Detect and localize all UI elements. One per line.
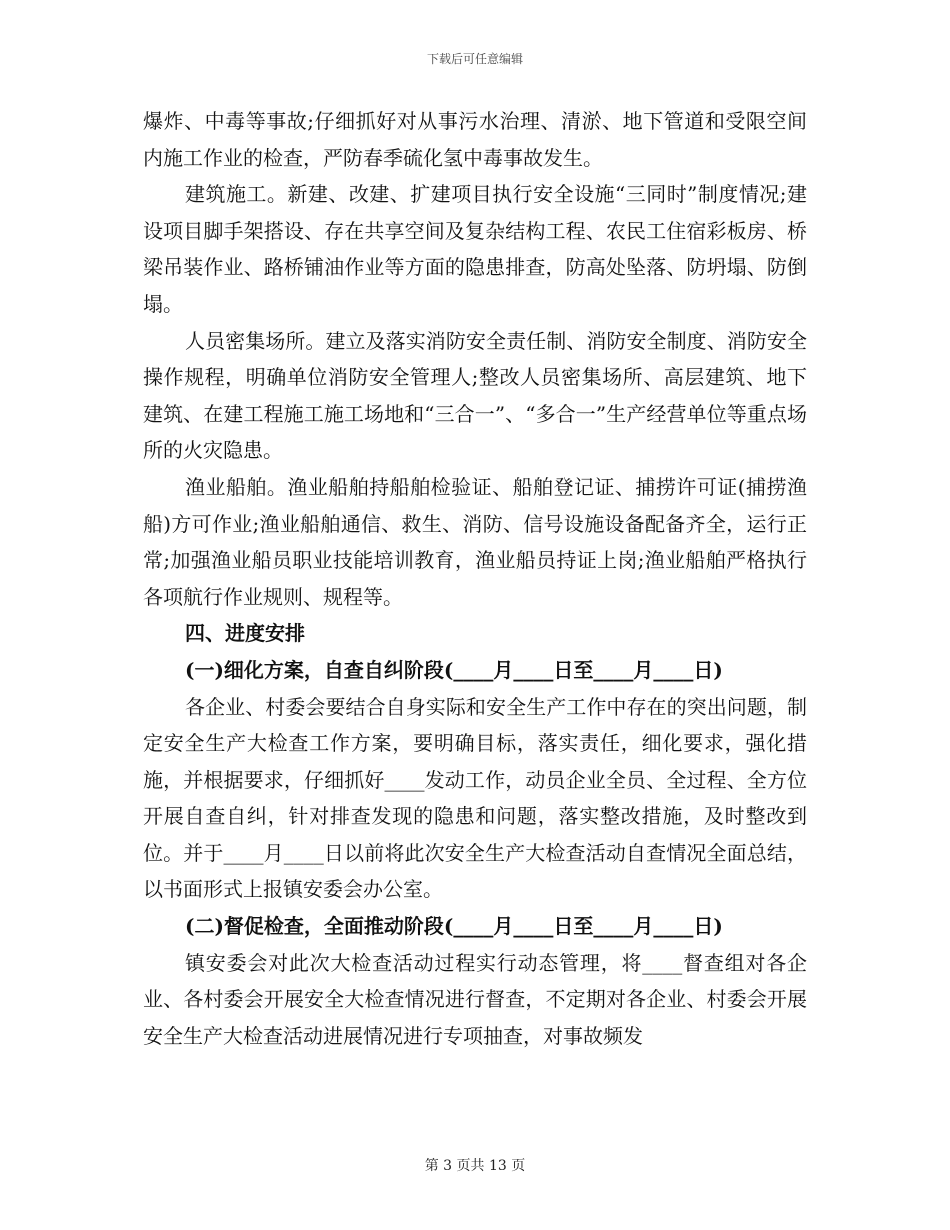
document-body xyxy=(143,103,807,1054)
page-header: 下载后可任意编辑 xyxy=(426,52,523,66)
paragraph-supervision: 镇安委会对此次大检查活动过程实行动态管理，将____督查组对各企业、各村委会开展安全大检查情况进行督查，不定期对各企业、村委会开展安全生产大检查活动进展情况进行专项抽查，对事故频发 xyxy=(143,950,807,1048)
subsection-heading-supervision: (二)督促检查，全面推动阶段(____月____日至____月____日) xyxy=(185,914,723,939)
paragraph-fishing-vessels: 渔业船舶。渔业船舶持船舶检验证、船舶登记证、捕捞许可证(捕捞渔船)方可作业;渔业船舶通信、救生、消防、信号设施设备配备齐全，运行正常;加强渔业船员职业技能培训教育，渔业船员持证上岗;渔业船舶严格执行各项航行作业规则、规程等。 xyxy=(143,474,807,609)
page-footer: 第 3 页共 13 页 xyxy=(424,1158,526,1174)
section-heading-schedule: 四、进度安排 xyxy=(185,621,305,646)
paragraph-continued: 爆炸、中毒等事故;仔细抓好对从事污水治理、清淤、地下管道和受限空间内施工作业的检查，严防春季硫化氢中毒事故发生。 xyxy=(143,109,807,170)
subsection-heading-self-check: (一)细化方案，自查自纠阶段(____月____日至____月____日) xyxy=(185,657,723,682)
paragraph-construction: 建筑施工。新建、改建、扩建项目执行安全设施“三同时”制度情况;建设项目脚手架搭设、存在共享空间及复杂结构工程、农民工住宿彩板房、桥梁吊装作业、路桥铺油作业等方面的隐患排查，防高处坠落、防坍塌、防倒塌。 xyxy=(143,182,807,316)
paragraph-self-check: 各企业、村委会要结合自身实际和安全生产工作中存在的突出问题，制定安全生产大检查工作方案，要明确目标，落实责任，细化要求，强化措施，并根据要求，仔细抓好____发动工作，动员企业全员、全过程、全方位开展自查自纠，针对排查发现的隐患和问题，落实整改措施，及时整改到位。并于____月____日以前将此次安全生产大检查活动自查情况全面总结，以书面形式上报镇安委会办公室。 xyxy=(143,694,807,902)
paragraph-crowded-places: 人员密集场所。建立及落实消防安全责任制、消防安全制度、消防安全操作规程，明确单位消防安全管理人;整改人员密集场所、高层建筑、地下建筑、在建工程施工施工场地和“三合一”、“多合一”生产经营单位等重点场所的火灾隐患。 xyxy=(143,328,807,463)
